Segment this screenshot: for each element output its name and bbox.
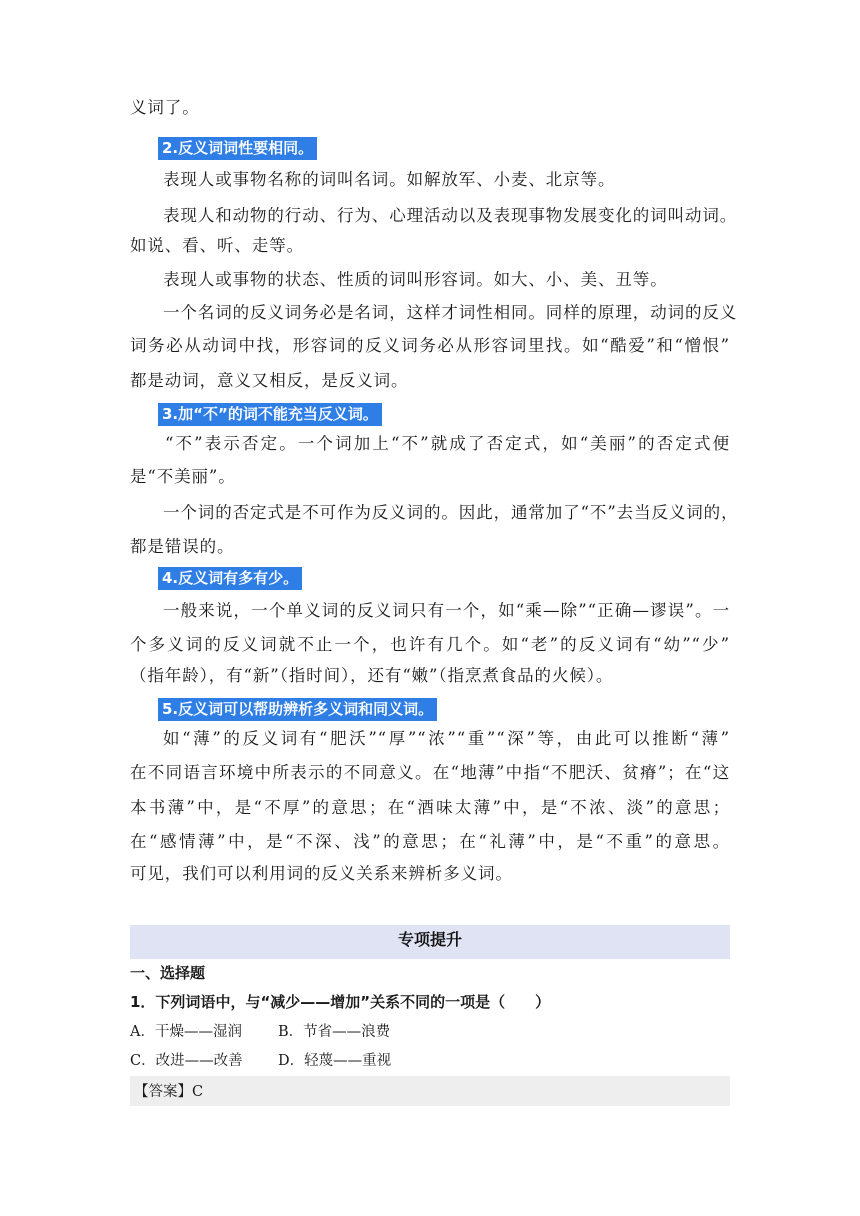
paragraph-line: 一般来说，一个单义词的反义词只有一个，如“乘—除”“正确—谬误”。一	[163, 601, 730, 620]
paragraph-line: 本书薄”中，是“不厚”的意思；在“酒味太薄”中，是“不浓、淡”的意思；	[130, 798, 730, 817]
paragraph-line: 词务必从动词中找，形容词的反义词务必从形容词里找。如“酷爱”和“憎恨”	[130, 336, 730, 355]
paragraph-line: 是“不美丽”。	[130, 467, 236, 486]
option-d: D．轻蔑——重视	[278, 1053, 392, 1069]
paragraph-line: 表现人和动物的行动、行为、心理活动以及表现事物发展变化的词叫动词。	[163, 206, 738, 225]
question-text: 1．下列词语中，与“减少——增加”关系不同的一项是（ ）	[130, 993, 551, 1011]
paragraph-line: （指年龄），有“新”（指时间），还有“嫩”（指烹煮食品的火候）。	[130, 666, 614, 685]
answer-text: 【答案】C	[134, 1084, 204, 1100]
section-heading-3: 3.加“不”的词不能充当反义词。	[158, 403, 382, 426]
paragraph-line: 如“薄”的反义词有“肥沃”“厚”“浓”“重”“深”等，由此可以推断“薄”	[163, 729, 730, 748]
paragraph-line: 表现人或事物的状态、性质的词叫形容词。如大、小、美、丑等。	[163, 270, 668, 289]
option-a: A．干燥——湿润	[130, 1024, 242, 1040]
practice-title: 专项提升	[397, 930, 462, 949]
paragraph-line: 如说、看、听、走等。	[130, 236, 304, 255]
paragraph-line: 都是错误的。	[130, 537, 235, 556]
section-heading-2: 2.反义词词性要相同。	[158, 137, 317, 160]
paragraph-line: 可见，我们可以利用词的反义关系来辨析多义词。	[130, 864, 513, 883]
answer-box	[130, 1076, 730, 1106]
paragraph-line: 在“感情薄”中，是“不深、浅”的意思；在“礼薄”中，是“不重”的意思。	[130, 832, 730, 851]
paragraph-line: 表现人或事物名称的词叫名词。如解放军、小麦、北京等。	[163, 170, 616, 189]
paragraph-line: “不”表示否定。一个词加上“不”就成了否定式，如“美丽”的否定式便	[165, 434, 730, 453]
paragraph-line: 义词了。	[130, 98, 200, 117]
paragraph-line: 都是动词，意义又相反，是反义词。	[130, 371, 409, 390]
paragraph-line: 个多义词的反义词就不止一个，也许有几个。如“老”的反义词有“幼”“少”	[130, 635, 730, 654]
practice-banner	[130, 925, 730, 959]
paragraph-line: 一个词的否定式是不可作为反义词的。因此，通常加了“不”去当反义词的，	[163, 503, 739, 522]
paragraph-line: 在不同语言环境中所表示的不同意义。在“地薄”中指“不肥沃、贫瘠”；在“这	[130, 763, 730, 782]
section-heading-4: 4.反义词有多有少。	[158, 567, 302, 590]
paragraph-line: 一个名词的反义词务必是名词，这样才词性相同。同样的原理，动词的反义	[163, 303, 738, 322]
option-b: B．节省——浪费	[278, 1024, 391, 1040]
section-heading-5: 5.反义词可以帮助辨析多义词和同义词。	[158, 698, 437, 721]
option-c: C．改进——改善	[130, 1053, 243, 1069]
section-label: 一、选择题	[130, 964, 206, 982]
